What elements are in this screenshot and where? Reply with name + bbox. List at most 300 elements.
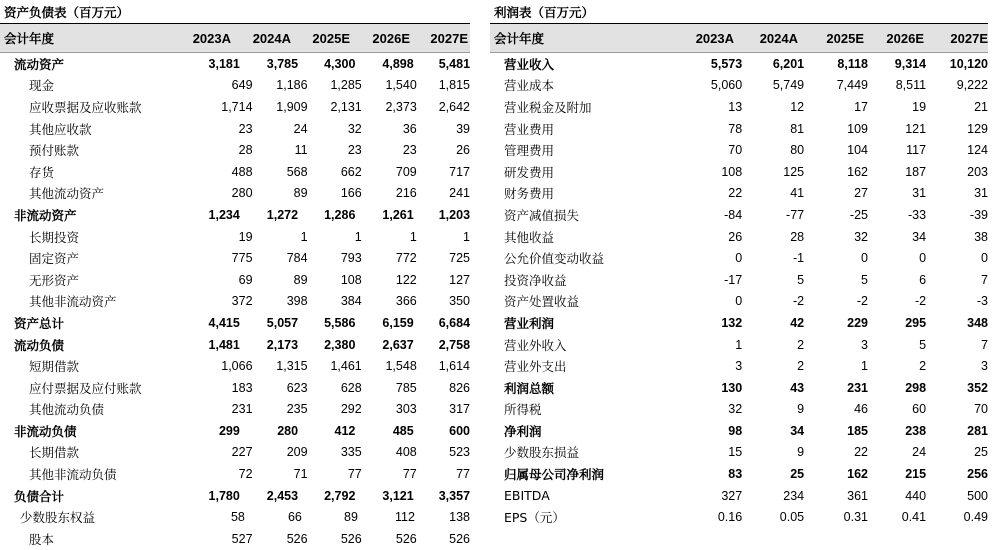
row-value: 77 — [347, 467, 362, 482]
table-row — [0, 139, 470, 161]
row-value: 0.31 — [843, 510, 868, 525]
table-row — [490, 312, 988, 334]
row-value: 32 — [728, 402, 743, 417]
row-value: 183 — [231, 380, 253, 395]
row-value: 22 — [854, 445, 868, 460]
row-value: 125 — [783, 164, 805, 179]
row-label: 财务费用 — [504, 186, 555, 202]
header-year: 2025E — [826, 30, 864, 46]
balance-sheet-body — [0, 53, 470, 550]
row-label: 其他非流动资产 — [29, 294, 117, 310]
row-value: 32 — [347, 121, 362, 136]
row-value: 70 — [974, 402, 988, 417]
row-label: 其他流动资产 — [29, 186, 105, 202]
row-value: 26 — [728, 229, 743, 244]
table-row — [0, 183, 470, 205]
row-value: 121 — [905, 121, 927, 136]
header-label: 会计年度 — [4, 31, 55, 46]
table-row — [490, 463, 988, 485]
row-value: 25 — [974, 445, 988, 460]
income-statement-header-row — [490, 24, 988, 53]
table-row — [490, 183, 988, 205]
header-year: 2023A — [192, 30, 231, 46]
row-value: -25 — [849, 207, 868, 222]
table-row — [0, 53, 470, 75]
row-value: 1 — [463, 229, 470, 244]
header-year: 2027E — [430, 30, 468, 46]
row-value: 166 — [340, 186, 362, 201]
row-value: 46 — [854, 402, 868, 417]
row-label: 净利润 — [504, 423, 542, 439]
balance-sheet-header-row — [0, 24, 470, 53]
row-value: 526 — [286, 531, 308, 546]
row-value: 2,453 — [266, 488, 299, 503]
row-value: 784 — [286, 251, 308, 266]
row-value: 2,173 — [266, 337, 299, 352]
row-value: 2,792 — [324, 488, 356, 503]
row-value: 3 — [735, 359, 743, 374]
row-value: 1,261 — [382, 207, 414, 222]
row-value: 3 — [981, 359, 988, 374]
row-value: 0 — [861, 251, 868, 266]
table-row — [490, 377, 988, 399]
row-value: 0.41 — [901, 510, 927, 525]
row-value: 6,201 — [772, 56, 805, 71]
row-label: 应付票据及应付账款 — [29, 380, 142, 396]
row-value: 1,461 — [330, 359, 362, 374]
row-label: 股本 — [29, 531, 55, 547]
row-value: 5,060 — [710, 78, 743, 93]
row-label: EBITDA — [504, 488, 550, 504]
row-value: 0.16 — [717, 510, 743, 525]
row-label: 研发费用 — [504, 164, 555, 180]
row-value: 238 — [905, 423, 927, 438]
row-value: 600 — [449, 423, 471, 438]
row-value: 24 — [912, 445, 927, 460]
row-value: -39 — [969, 207, 988, 222]
row-value: 209 — [286, 445, 308, 460]
row-value: 117 — [906, 143, 927, 158]
row-label: 归属母公司净利润 — [504, 467, 605, 483]
row-value: 138 — [449, 510, 470, 525]
row-value: 83 — [728, 467, 743, 482]
table-row — [490, 485, 988, 507]
table-row — [0, 506, 470, 528]
row-label: 固定资产 — [29, 251, 80, 267]
row-value: 34 — [790, 423, 805, 438]
row-value: 256 — [967, 467, 988, 482]
row-value: 5 — [919, 337, 927, 352]
row-value: 4,415 — [208, 315, 240, 330]
row-value: 27 — [854, 186, 868, 201]
row-value: 335 — [340, 445, 362, 460]
row-value: 31 — [974, 186, 988, 201]
row-value: 350 — [449, 294, 470, 309]
row-value: 0.49 — [963, 510, 988, 525]
row-value: 412 — [334, 423, 356, 438]
table-row — [0, 355, 470, 377]
table-row — [490, 53, 988, 75]
header-year: 2027E — [950, 30, 988, 46]
row-value: 4,898 — [382, 56, 414, 71]
row-value: 709 — [395, 164, 417, 179]
row-value: 772 — [395, 251, 417, 266]
row-value: 725 — [449, 251, 470, 266]
row-value: 71 — [293, 467, 308, 482]
row-value: 6,159 — [382, 315, 414, 330]
table-row — [0, 96, 470, 118]
row-value: 77 — [402, 467, 417, 482]
balance-sheet-title: 资产负债表（百万元） — [0, 0, 470, 24]
table-row — [0, 420, 470, 442]
table-row — [0, 485, 470, 507]
row-value: 185 — [847, 423, 868, 438]
row-label: 流动资产 — [14, 56, 65, 72]
row-value: 129 — [967, 121, 988, 136]
row-label: 现金 — [29, 78, 55, 94]
row-label: 少数股东损益 — [504, 445, 580, 461]
row-value: 0 — [735, 294, 743, 309]
table-row — [0, 161, 470, 183]
row-value: 81 — [790, 121, 805, 136]
row-value: 303 — [395, 402, 417, 417]
row-label: 非流动负债 — [14, 423, 77, 439]
row-value: 5,057 — [266, 315, 299, 330]
row-value: 6,684 — [438, 315, 471, 330]
row-value: 1,203 — [438, 207, 471, 222]
row-value: 7 — [981, 337, 988, 352]
header-year: 2026E — [886, 30, 924, 46]
header-year: 2024A — [759, 30, 798, 46]
row-value: 408 — [395, 445, 417, 460]
row-value: 5,586 — [324, 315, 356, 330]
row-value: 2,642 — [438, 99, 470, 114]
row-value: 1,909 — [276, 99, 308, 114]
header-year: 2025E — [312, 30, 350, 46]
row-value: 1,315 — [276, 359, 308, 374]
row-value: 8,118 — [837, 56, 868, 71]
row-value: 292 — [340, 402, 362, 417]
row-value: -2 — [792, 294, 805, 309]
row-value: 775 — [231, 251, 253, 266]
row-value: 216 — [395, 186, 417, 201]
row-value: 227 — [231, 445, 253, 460]
row-value: 7 — [981, 272, 988, 287]
row-value: 39 — [456, 121, 470, 136]
row-label: EPS（元） — [504, 510, 565, 526]
row-value: -17 — [724, 272, 743, 287]
row-value: 3 — [861, 337, 868, 352]
table-row — [490, 442, 988, 464]
row-label: 公允价值变动收益 — [504, 251, 605, 267]
row-value: 26 — [456, 143, 470, 158]
row-value: 108 — [340, 272, 362, 287]
table-row — [490, 204, 988, 226]
row-value: 0 — [981, 251, 988, 266]
row-value: 32 — [854, 229, 868, 244]
table-row — [0, 399, 470, 421]
row-value: -84 — [724, 207, 743, 222]
table-row — [0, 334, 470, 356]
row-value: 5,481 — [438, 56, 471, 71]
table-row — [0, 247, 470, 269]
row-value: 109 — [847, 121, 868, 136]
row-value: 2 — [797, 337, 805, 352]
header-year: 2024A — [252, 30, 291, 46]
row-value: 122 — [395, 272, 417, 287]
row-value: 89 — [293, 272, 308, 287]
row-value: 628 — [340, 380, 362, 395]
row-label: 流动负债 — [14, 337, 65, 353]
row-value: 1,285 — [330, 78, 362, 93]
row-value: 43 — [790, 380, 805, 395]
row-value: 1 — [354, 229, 362, 244]
row-value: 10,120 — [949, 56, 988, 71]
row-value: 2,758 — [438, 337, 471, 352]
table-row — [490, 247, 988, 269]
row-value: 215 — [905, 467, 927, 482]
row-value: 78 — [728, 121, 743, 136]
row-value: 162 — [847, 467, 868, 482]
row-label: 营业外支出 — [504, 359, 567, 375]
row-value: 1,066 — [221, 359, 253, 374]
row-value: 2 — [919, 359, 927, 374]
row-value: 384 — [340, 294, 362, 309]
row-value: -1 — [792, 251, 805, 266]
table-row — [0, 442, 470, 464]
income-statement-title: 利润表（百万元） — [490, 0, 988, 24]
row-value: 98 — [728, 423, 743, 438]
table-row — [490, 506, 988, 528]
row-value: 21 — [974, 99, 988, 114]
table-row — [0, 75, 470, 97]
row-label: 其他流动负债 — [29, 402, 105, 418]
row-value: 41 — [790, 186, 805, 201]
row-value: -77 — [786, 207, 805, 222]
row-value: 280 — [277, 423, 299, 438]
table-row — [0, 291, 470, 313]
row-value: 485 — [392, 423, 414, 438]
row-value: 2 — [797, 359, 805, 374]
row-value: 372 — [231, 294, 253, 309]
row-value: 327 — [721, 488, 743, 503]
row-label: 营业成本 — [504, 78, 555, 94]
row-value: 69 — [238, 272, 253, 287]
row-value: 58 — [230, 510, 245, 525]
row-value: 500 — [967, 488, 988, 503]
row-value: 649 — [231, 78, 253, 93]
row-value: 527 — [231, 531, 253, 546]
row-label: 少数股东权益 — [20, 510, 96, 526]
row-value: 1,548 — [385, 359, 417, 374]
row-value: 2,373 — [385, 99, 417, 114]
row-value: 1,540 — [385, 78, 417, 93]
row-value: 1 — [300, 229, 308, 244]
row-value: 229 — [847, 315, 868, 330]
row-value: 108 — [721, 164, 743, 179]
row-value: 235 — [286, 402, 308, 417]
row-value: 132 — [721, 315, 743, 330]
table-row — [490, 269, 988, 291]
row-value: 17 — [854, 99, 868, 114]
row-value: 1,481 — [208, 337, 240, 352]
row-value: 66 — [287, 510, 302, 525]
row-value: 488 — [231, 164, 253, 179]
row-value: 36 — [402, 121, 417, 136]
row-value: 295 — [905, 315, 927, 330]
row-label: 负债合计 — [14, 488, 65, 504]
row-value: 23 — [402, 143, 417, 158]
row-value: 89 — [293, 186, 308, 201]
row-label: 非流动资产 — [14, 207, 77, 223]
table-row — [0, 118, 470, 140]
row-value: 523 — [449, 445, 470, 460]
table-row — [490, 96, 988, 118]
row-value: 8,511 — [895, 78, 927, 93]
row-value: 1,815 — [438, 78, 470, 93]
row-value: 5 — [861, 272, 868, 287]
row-label: 长期投资 — [29, 229, 80, 245]
row-value: 3,121 — [382, 488, 414, 503]
table-row — [490, 139, 988, 161]
row-value: 23 — [238, 121, 253, 136]
row-label: 其他非流动负债 — [29, 467, 117, 483]
table-row — [490, 355, 988, 377]
row-value: 6 — [919, 272, 927, 287]
row-value: 3,785 — [266, 56, 299, 71]
row-value: 361 — [847, 488, 868, 503]
row-value: 2,380 — [324, 337, 356, 352]
row-label: 所得税 — [504, 402, 542, 418]
row-value: 298 — [905, 380, 927, 395]
row-value: 24 — [293, 121, 308, 136]
row-value: 0 — [735, 251, 743, 266]
row-value: 1,186 — [276, 78, 308, 93]
table-row — [490, 161, 988, 183]
row-value: 38 — [974, 229, 988, 244]
row-value: 1 — [861, 359, 868, 374]
row-value: 0 — [919, 251, 927, 266]
row-label: 营业外收入 — [504, 337, 567, 353]
row-value: 15 — [728, 445, 743, 460]
row-value: 130 — [721, 380, 743, 395]
row-value: 3,357 — [438, 488, 471, 503]
table-row — [0, 226, 470, 248]
row-value: 241 — [449, 186, 470, 201]
row-value: 398 — [286, 294, 308, 309]
row-value: 366 — [395, 294, 417, 309]
table-row — [0, 377, 470, 399]
table-row — [490, 334, 988, 356]
row-value: 1,272 — [266, 207, 299, 222]
table-row — [0, 269, 470, 291]
row-value: 1 — [409, 229, 417, 244]
row-label: 资产减值损失 — [504, 207, 580, 223]
row-value: 34 — [912, 229, 927, 244]
row-value: 72 — [238, 467, 253, 482]
row-value: 9 — [797, 402, 805, 417]
row-value: 19 — [912, 99, 927, 114]
row-value: 104 — [847, 143, 868, 158]
row-label: 营业税金及附加 — [504, 99, 592, 115]
row-value: 1,780 — [208, 488, 240, 503]
row-value: 112 — [394, 510, 415, 525]
table-row — [490, 226, 988, 248]
row-value: 526 — [340, 531, 362, 546]
row-value: 11 — [294, 143, 308, 158]
row-value: 348 — [967, 315, 988, 330]
row-label: 预付账款 — [29, 143, 80, 159]
row-value: 60 — [912, 402, 927, 417]
row-value: 127 — [449, 272, 470, 287]
header-year: 2023A — [695, 30, 734, 46]
row-label: 利润总额 — [504, 380, 555, 396]
table-row — [490, 420, 988, 442]
row-value: -2 — [914, 294, 927, 309]
row-value: -2 — [856, 294, 868, 309]
row-label: 资产处置收益 — [504, 294, 580, 310]
row-label: 营业利润 — [504, 315, 555, 331]
row-value: 77 — [456, 467, 470, 482]
row-value: 717 — [449, 164, 470, 179]
row-value: 3,181 — [208, 56, 240, 71]
row-value: 9,222 — [956, 78, 988, 93]
row-value: 12 — [790, 99, 805, 114]
row-value: 1,714 — [221, 99, 253, 114]
row-label: 管理费用 — [504, 143, 555, 159]
header-year: 2026E — [372, 30, 410, 46]
row-value: 7,449 — [836, 78, 868, 93]
row-label: 存货 — [29, 164, 55, 180]
row-value: 70 — [728, 143, 743, 158]
row-value: 1,234 — [208, 207, 240, 222]
header-label: 会计年度 — [494, 31, 545, 46]
row-value: 526 — [395, 531, 417, 546]
row-value: 234 — [783, 488, 805, 503]
row-value: 793 — [340, 251, 362, 266]
table-row — [490, 118, 988, 140]
row-value: 19 — [238, 229, 253, 244]
table-row — [0, 528, 470, 550]
row-value: 281 — [967, 423, 988, 438]
row-value: 23 — [347, 143, 362, 158]
row-value: 785 — [395, 380, 417, 395]
row-value: 162 — [847, 164, 868, 179]
row-label: 资产总计 — [14, 315, 65, 331]
row-value: 13 — [728, 99, 743, 114]
row-value: 299 — [218, 423, 240, 438]
row-value: 1,286 — [324, 207, 356, 222]
income-statement-body — [490, 53, 988, 528]
row-label: 无形资产 — [29, 272, 80, 288]
row-value: 5,573 — [710, 56, 743, 71]
income-statement-panel — [490, 0, 988, 528]
row-value: 440 — [905, 488, 927, 503]
row-value: 124 — [967, 143, 988, 158]
row-value: 280 — [231, 186, 253, 201]
row-value: 28 — [790, 229, 805, 244]
table-row — [0, 463, 470, 485]
row-value: 352 — [967, 380, 988, 395]
row-value: 317 — [449, 402, 470, 417]
row-value: 5 — [797, 272, 805, 287]
row-value: 2,131 — [330, 99, 362, 114]
row-value: 526 — [449, 531, 470, 546]
row-value: 5,749 — [772, 78, 805, 93]
row-value: 568 — [286, 164, 308, 179]
table-row — [0, 204, 470, 226]
row-value: 826 — [449, 380, 470, 395]
